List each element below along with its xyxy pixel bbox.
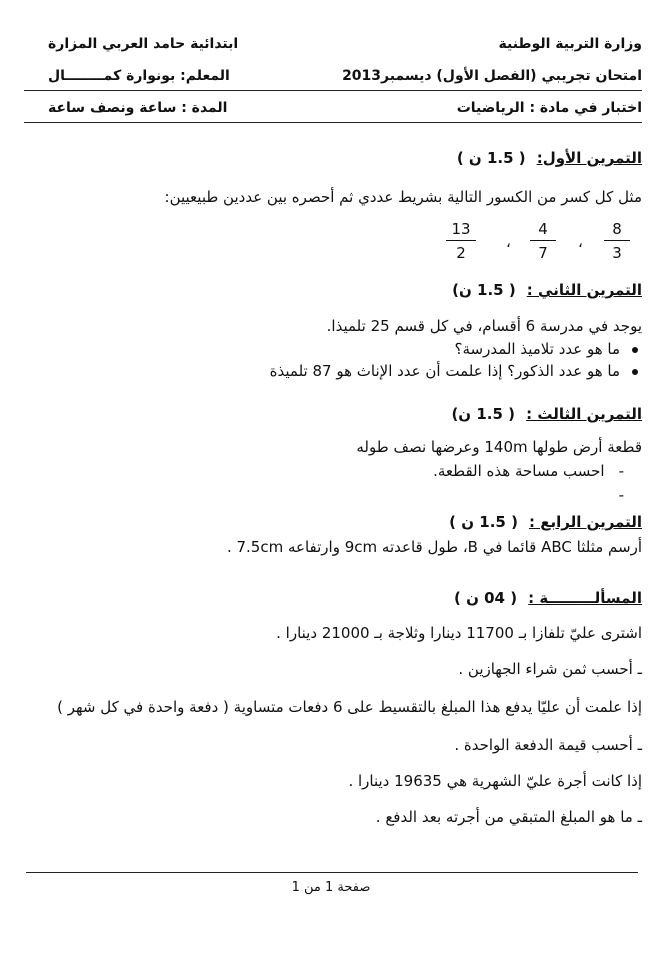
exercise-3-empty-dash: - (618, 486, 624, 504)
page-number: صفحة 1 من 1 (291, 880, 371, 895)
subject-divider (24, 122, 642, 123)
ministry-name: وزارة التربية الوطنية (498, 36, 642, 52)
problem-points: ( 04 ن ) (454, 589, 518, 607)
problem-line-6: ـ ما هو المبلغ المتبقي من أجرته بعد الدفع . (375, 808, 642, 826)
duration-line: المدة : ساعة ونصف ساعة (48, 100, 228, 116)
fraction-3 (446, 220, 476, 262)
problem-line-3: إذا علمت أن عليّا يدفع هذا المبلغ بالتقسيط على 6 دفعات متساوية ( دفعة واحدة في كل شهر ) (57, 698, 642, 716)
exercise-4-title: التمرين الرابع : (529, 513, 642, 531)
exercise-3-title: التمرين الثالث : (526, 405, 642, 423)
fraction-2-numerator: 4 (530, 220, 556, 241)
fraction-separator: ، (506, 233, 511, 251)
exercise-2-points: ( 1.5 ن) (452, 281, 516, 299)
fraction-3-denominator: 2 (456, 244, 466, 262)
fraction-3-numerator: 13 (446, 220, 476, 241)
bullet-icon (632, 347, 638, 353)
bullet-icon (632, 369, 638, 375)
footer-divider (26, 872, 638, 873)
exercise-2-heading (452, 280, 642, 299)
exercise-4-heading (449, 512, 642, 531)
fraction-2-denominator: 7 (538, 244, 548, 262)
exercise-3-heading (451, 404, 642, 423)
exercise-3-text: قطعة أرض طولها 140m وعرضها نصف طوله (356, 438, 642, 456)
dash-marker: - (618, 462, 624, 480)
exercise-1-points: ( 1.5 ن ) (456, 149, 526, 167)
exercise-4-points: ( 1.5 ن ) (449, 513, 518, 531)
exercise-4-text: أرسم مثلثا ABC قائما في B، طول قاعدته 9cm وارتفاعه 7.5cm . (226, 538, 642, 556)
problem-line-2: ـ أحسب ثمن شراء الجهازين . (458, 660, 642, 678)
problem-heading (454, 588, 642, 607)
fraction-1-denominator: 3 (612, 244, 622, 262)
problem-line-1: اشترى عليّ تلفازا بـ 11700 دينارا وثلاجة بـ 21000 دينارا . (276, 624, 642, 642)
teacher-name: المعلم: بونوارة كمــــــــال (48, 68, 230, 84)
fraction-1-numerator: 8 (604, 220, 630, 241)
exercise-1-text: مثل كل كسر من الكسور التالية بشريط عددي ثم أحصره بين عددين طبيعيين: (164, 188, 642, 206)
exercise-1-title: التمرين الأول: (536, 149, 642, 167)
exercise-3-question-1: -احسب مساحة هذه القطعة. (433, 462, 624, 480)
fraction-1 (604, 220, 630, 262)
exercise-2-question-2: ما هو عدد الذكور؟ إذا علمت أن عدد الإناث هو 87 تلميذة (270, 362, 638, 380)
exercise-2-text: يوجد في مدرسة 6 أقسام، في كل قسم 25 تلميذا. (326, 317, 642, 335)
exam-title: امتحان تجريبي (الفصل الأول) ديسمبر2013 (342, 68, 642, 84)
exercise-1-heading (457, 148, 642, 167)
problem-line-5: إذا كانت أجرة عليّ الشهرية هي 19635 دينارا . (348, 772, 642, 790)
fraction-2 (530, 220, 556, 262)
problem-title: المسألـــــــــة : (528, 589, 642, 607)
school-name: ابتدائية حامد العربي المزارة (48, 36, 239, 52)
problem-line-4: ـ أحسب قيمة الدفعة الواحدة . (454, 736, 642, 754)
exercise-2-title: التمرين الثاني : (526, 281, 642, 299)
fraction-separator: ، (578, 233, 583, 251)
subject-line: اختبار في مادة : الرياضيات (456, 100, 642, 116)
header-divider (24, 90, 642, 91)
exercise-2-question-1: ما هو عدد تلاميذ المدرسة؟ (455, 340, 639, 358)
exercise-3-points: ( 1.5 ن) (451, 405, 515, 423)
